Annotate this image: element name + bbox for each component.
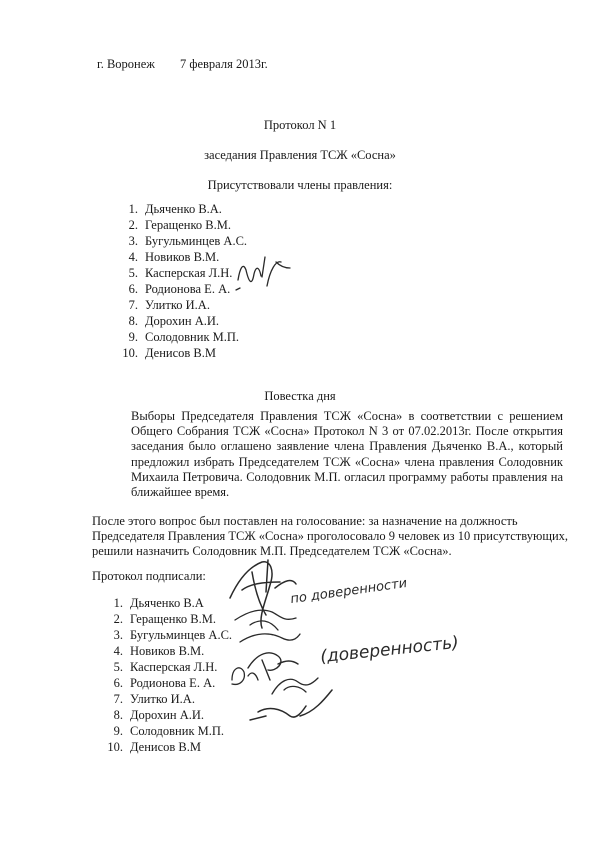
- signer-item: [103, 707, 232, 723]
- signer-item: [103, 627, 232, 643]
- signer-item: [103, 723, 232, 739]
- member-item: [118, 201, 247, 217]
- signature-5: [232, 668, 258, 685]
- member-item-number: 3.: [128, 234, 138, 248]
- protocol-title: Протокол N 1: [263, 118, 337, 132]
- members-list: [118, 201, 247, 361]
- member-item-name: Касперская Л.Н.: [145, 266, 233, 280]
- protocol-subtitle: заседания Правления ТСЖ «Сосна»: [204, 148, 396, 162]
- member-item-name: Улитко И.А.: [145, 298, 210, 312]
- agenda-paragraph: Выборы Председателя Правления ТСЖ «Сосна» в соответствии с решением Общего Собрания ТСЖ «Сосна» Протокол N 3 от 07.02.2013г. После открытия заседания было оглашено заявление члена Правления Дьяченко В.А., который предложил избрать Председателем ТСЖ «Сосна» члена правления Солодовник Михаила Петровича. Солодовник М.П. огласил программу работы правления на ближайшее время.: [131, 409, 563, 500]
- signer-item-number: 9.: [113, 724, 123, 738]
- signer-item-name: Дорохин А.И.: [130, 708, 205, 722]
- signer-item-name: Родионова Е. А.: [130, 676, 216, 690]
- signer-item-number: 6.: [113, 676, 123, 690]
- signer-item-number: 4.: [113, 644, 123, 658]
- signature-7: [250, 690, 332, 720]
- signer-item: [103, 675, 232, 691]
- member-item-name: Новиков В.М.: [145, 250, 220, 264]
- header-city: г. Воронеж: [97, 57, 155, 71]
- header-date: 7 февраля 2013г.: [180, 57, 268, 71]
- signer-item-name: Денисов В.М: [130, 740, 202, 754]
- signer-item-number: 10.: [107, 740, 123, 754]
- signer-item: [103, 739, 232, 755]
- signer-item-name: Дьяченко В.А: [130, 596, 204, 610]
- signer-item-name: Улитко И.А.: [130, 692, 195, 706]
- signers-list: [103, 595, 232, 755]
- member-item-name: Бугульминцев А.С.: [145, 234, 248, 248]
- signer-item: [103, 643, 232, 659]
- member-item: [118, 313, 247, 329]
- signer-item-name: Геращенко В.М.: [130, 612, 216, 626]
- signer-item-number: 8.: [113, 708, 123, 722]
- signer-item: [103, 595, 232, 611]
- member-item: [118, 329, 247, 345]
- signer-item-number: 3.: [113, 628, 123, 642]
- signer-item-number: 2.: [113, 612, 123, 626]
- member-item-number: 2.: [128, 218, 138, 232]
- signature-1: [230, 560, 296, 628]
- signature-4: [248, 653, 298, 680]
- signer-item-name: Солодовник М.П.: [130, 724, 225, 738]
- member-item-number: 4.: [128, 250, 138, 264]
- signer-item-name: Касперская Л.Н.: [130, 660, 218, 674]
- agenda-heading: Повестка дня: [264, 389, 336, 403]
- member-item-name: Дорохин А.И.: [145, 314, 220, 328]
- present-heading: Присутствовали члены правления:: [207, 178, 393, 192]
- member-item: [118, 281, 247, 297]
- member-item-number: 1.: [128, 202, 138, 216]
- signer-item: [103, 659, 232, 675]
- signer-item-name: Бугульминцев А.С.: [130, 628, 233, 642]
- member-item-name: Геращенко В.М.: [145, 218, 231, 232]
- signer-item: [103, 691, 232, 707]
- signer-item-number: 7.: [113, 692, 123, 706]
- member-item-number: 10.: [122, 346, 138, 360]
- signature-2: [235, 610, 296, 630]
- member-item: [118, 297, 247, 313]
- member-item-name: Солодовник М.П.: [145, 330, 240, 344]
- signer-item-number: 1.: [113, 596, 123, 610]
- member-item: [118, 233, 247, 249]
- member-item-name: Дьяченко В.А.: [145, 202, 222, 216]
- signature-6: [272, 678, 318, 694]
- member-item: [118, 217, 247, 233]
- member-item-number: 6.: [128, 282, 138, 296]
- member-item: [118, 345, 247, 361]
- signature-3: [240, 634, 300, 642]
- member-item-name: Родионова Е. А.: [145, 282, 231, 296]
- handwritten-note-doverennost: (доверенность): [319, 632, 460, 668]
- signer-item-number: 5.: [113, 660, 123, 674]
- member-item-number: 5.: [128, 266, 138, 280]
- signer-item-name: Новиков В.М.: [130, 644, 205, 658]
- member-item-name: Денисов В.М: [145, 346, 217, 360]
- member-item-number: 9.: [128, 330, 138, 344]
- member-item-number: 7.: [128, 298, 138, 312]
- member-item-number: 8.: [128, 314, 138, 328]
- member-item: [118, 265, 247, 281]
- vote-paragraph: После этого вопрос был поставлен на голосование: за назначение на должность Председателя Правления ТСЖ «Сосна» проголосовало 9 человек из 10 присутствующих, решили назначить Солодовник М.П. Председателем ТСЖ «Сосна».: [92, 514, 569, 559]
- signer-item: [103, 611, 232, 627]
- handwritten-note-proxy: по доверенности: [289, 575, 409, 608]
- signed-heading: Протокол подписали:: [92, 569, 206, 583]
- member-item: [118, 249, 247, 265]
